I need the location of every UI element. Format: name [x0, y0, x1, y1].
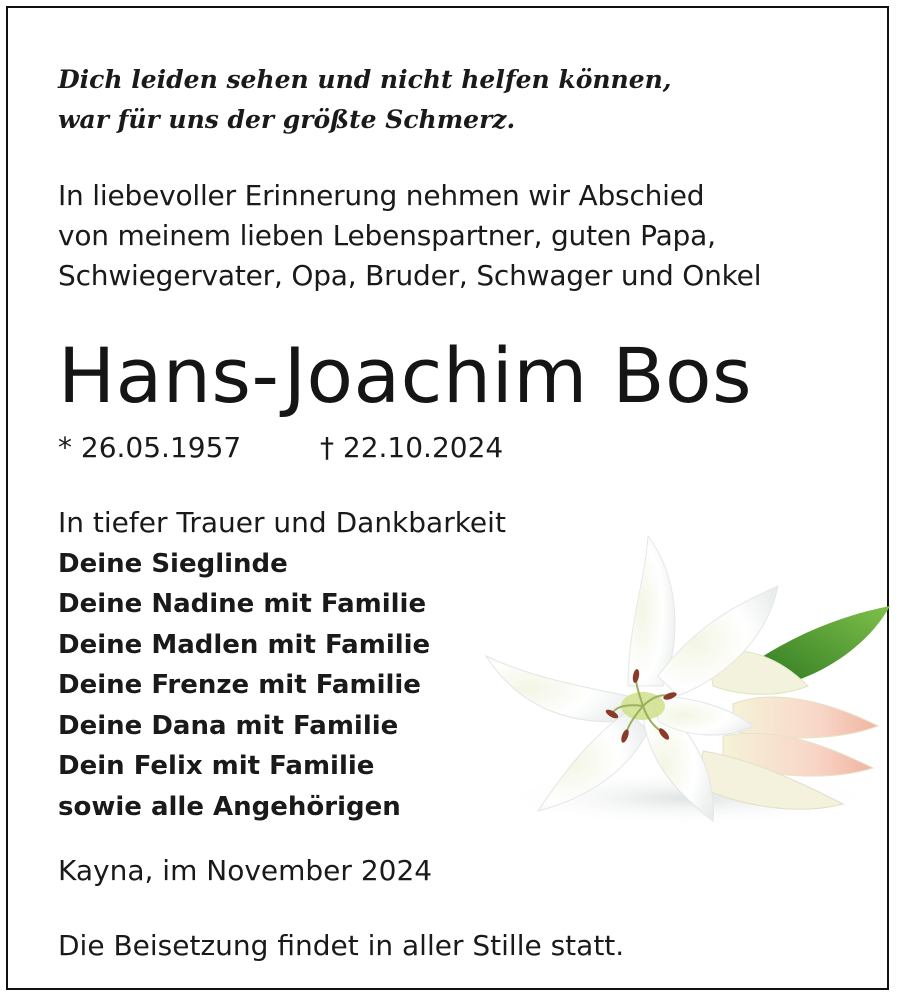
birth-date: * 26.05.1957: [58, 431, 242, 464]
motto-line: Dich leiden sehen und nicht helfen können,: [58, 65, 672, 94]
funeral-note: Die Beisetzung findet in aller Stille statt.: [58, 929, 625, 962]
mourner-line: Deine Nadine mit Familie: [58, 589, 427, 619]
white-lily-icon: [478, 536, 898, 836]
mourner-line: Deine Frenze mit Familie: [58, 670, 421, 700]
deceased-name: Hans-Joachim Bos: [58, 331, 753, 420]
mourner-line: sowie alle Angehörigen: [58, 791, 401, 822]
mourner-line: Deine Madlen mit Familie: [58, 629, 431, 660]
intro-line: Schwiegervater, Opa, Bruder, Schwager und Onkel: [58, 259, 762, 292]
death-date: † 22.10.2024: [320, 431, 504, 464]
signoff-lead: In tiefer Trauer und Dankbarkeit: [58, 506, 506, 539]
intro-text: [58, 176, 878, 296]
life-dates: [58, 428, 658, 468]
place-date: Kayna, im November 2024: [58, 854, 433, 887]
intro-line: von meinem lieben Lebenspartner, guten Papa,: [58, 219, 716, 252]
obituary-frame: [6, 6, 889, 990]
mourner-line: Dein Felix mit Familie: [58, 751, 375, 781]
motto-line: war für uns der größte Schmerz.: [58, 105, 516, 134]
motto-quote: [58, 60, 838, 140]
intro-line: In liebevoller Erinnerung nehmen wir Abschied: [58, 179, 705, 212]
mourner-line: Deine Sieglinde: [58, 548, 288, 579]
mourner-line: Deine Dana mit Familie: [58, 710, 399, 741]
